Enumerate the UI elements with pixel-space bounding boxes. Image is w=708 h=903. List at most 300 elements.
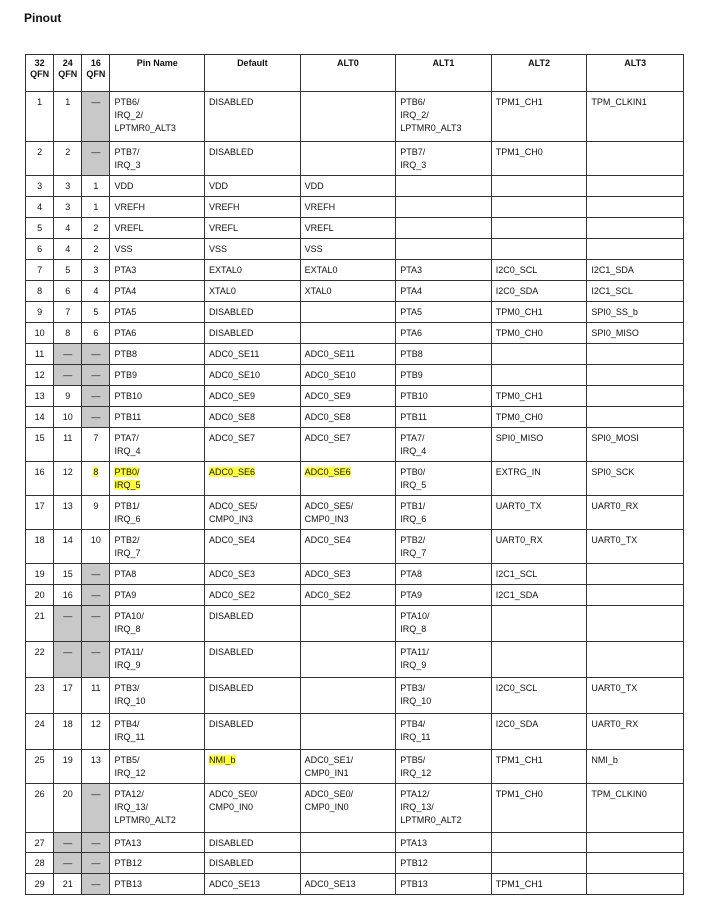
pin-name-text: PTA13 [114,838,142,848]
alt3-function-text: SPI0_SS_b [591,307,638,317]
pin-24qfn-cell [54,218,82,239]
alt1-function-cell [396,218,492,239]
alt3-function-cell [587,462,684,496]
pin-24qfn-cell [54,344,82,365]
pin-16qfn-cell [82,585,110,606]
pin-24qfn-cell [54,496,82,530]
pin-32qfn-text: 19 [34,569,45,579]
default-function-text: VSS [209,244,228,254]
default-function-cell [205,564,301,585]
pin-name-cell [110,260,205,281]
default-function-text: DISABLED [209,838,254,848]
pin-name-text: PTA6 [114,328,137,338]
pin-24qfn-cell [54,365,82,386]
pin-16qfn-cell [82,323,110,344]
pin-24qfn-cell [54,784,82,833]
pin-24qfn-text: 18 [62,719,73,729]
alt1-function-cell [396,564,492,585]
alt1-function-cell [396,530,492,564]
pin-32qfn-cell [26,678,54,714]
col-pin-name-header: Pin Name [110,55,205,92]
alt3-function-text: UART0_RX [591,501,639,511]
alt2-function-cell [491,585,587,606]
alt2-function-text: I2C1_SCL [495,569,538,579]
alt2-function-cell [491,606,587,642]
pin-24qfn-text: 16 [62,590,73,600]
alt2-function-text: TPM1_CH1 [495,755,543,765]
pin-16qfn-cell [82,564,110,585]
pin-name-text: VSS [114,244,133,254]
pin-16qfn-cell [82,365,110,386]
alt1-function-cell [396,197,492,218]
default-function-text: XTAL0 [209,286,236,296]
pin-name-text: IRQ_10 [114,696,146,706]
pin-16qfn-cell [82,750,110,784]
alt0-function-text: XTAL0 [304,286,332,296]
pin-24qfn-cell [54,176,82,197]
default-function-text: CMP0_IN0 [209,802,254,812]
default-function-cell [205,678,301,714]
alt3-function-cell [587,142,684,176]
pin-name-cell [110,750,205,784]
alt3-function-cell [587,407,684,428]
alt3-function-cell [587,302,684,323]
alt1-function-text: PTB10 [400,391,428,401]
pin-name-text: PTB7/ [114,147,140,157]
pin-name-cell [110,714,205,750]
alt2-function-cell [491,302,587,323]
pin-name-text: IRQ_4 [114,446,141,456]
pin-32qfn-text: 16 [34,467,45,477]
alt3-function-cell [587,642,684,678]
alt3-function-text: SPI0_MISO [591,328,639,338]
default-function-cell [205,874,301,895]
alt3-function-cell [587,218,684,239]
default-function-text: DISABLED [209,683,254,693]
pin-name-text: IRQ_3 [114,160,141,170]
alt3-function-cell [587,714,684,750]
alt2-function-text: TPM1_CH1 [495,879,543,889]
pin-name-text: VREFH [114,202,145,212]
pin-32qfn-cell [26,142,54,176]
pin-24qfn-text: — [63,838,73,848]
pin-24qfn-text: — [63,647,73,657]
pin-24qfn-cell [54,386,82,407]
alt0-function-text: VREFH [304,202,336,212]
pin-32qfn-cell [26,218,54,239]
default-function-text: ADC0_SE9 [209,391,256,401]
alt1-function-cell [396,407,492,428]
pin-32qfn-cell [26,407,54,428]
alt1-function-text: PTB4/ [400,719,426,729]
pin-16qfn-cell [82,92,110,142]
col-default-header: Default [205,55,301,92]
default-function-text: ADC0_SE5/ [209,501,258,511]
alt1-function-text: PTA7/ [400,433,425,443]
pin-32qfn-text: 27 [34,838,45,848]
alt0-function-cell [300,239,396,260]
alt2-function-cell [491,530,587,564]
alt3-function-cell [587,784,684,833]
alt2-function-cell [491,642,587,678]
pin-24qfn-cell [54,197,82,218]
alt2-function-text: TPM1_CH0 [495,789,543,799]
pin-name-cell [110,678,205,714]
pin-16qfn-text: 5 [93,307,99,317]
pin-24qfn-cell [54,142,82,176]
alt0-function-cell [300,585,396,606]
alt0-function-cell [300,281,396,302]
alt0-function-cell [300,784,396,833]
alt3-function-text: I2C1_SDA [591,265,634,275]
default-function-cell [205,176,301,197]
table-row [26,428,684,462]
pin-24qfn-cell [54,260,82,281]
table-row [26,784,684,833]
pin-32qfn-cell [26,323,54,344]
alt1-function-text: IRQ_4 [400,446,427,456]
pin-32qfn-cell [26,874,54,895]
pin-24qfn-text: 8 [65,328,71,338]
alt3-function-cell [587,344,684,365]
alt1-function-cell [396,833,492,853]
alt0-function-text: CMP0_IN1 [304,768,349,778]
default-function-cell [205,496,301,530]
pin-name-text: PTB3/ [114,683,140,693]
pin-16qfn-text: — [91,349,101,359]
pin-24qfn-cell [54,642,82,678]
alt3-function-cell [587,176,684,197]
alt0-function-text: VREFL [304,223,334,233]
pin-24qfn-cell [54,853,82,874]
pin-name-cell [110,344,205,365]
alt2-function-cell [491,176,587,197]
default-function-text: ADC0_SE11 [209,349,260,359]
table-row [26,302,684,323]
pin-16qfn-text: 1 [93,202,99,212]
alt1-function-cell [396,386,492,407]
alt1-function-text: IRQ_11 [400,732,431,742]
default-function-cell [205,714,301,750]
pin-32qfn-cell [26,642,54,678]
alt1-function-text: IRQ_2/ [400,110,429,120]
alt0-function-text: ADC0_SE7 [304,433,351,443]
pin-name-text: PTB6/ [114,97,140,107]
pin-32qfn-text: 9 [37,307,43,317]
alt2-function-cell [491,344,587,365]
pin-name-text: PTB5/ [114,755,140,765]
alt2-function-cell [491,496,587,530]
pin-16qfn-cell [82,407,110,428]
col-16qfn-header: 16 QFN [82,55,110,92]
alt0-function-text: ADC0_SE9 [304,391,351,401]
pin-name-cell [110,530,205,564]
alt0-function-cell [300,833,396,853]
alt2-function-cell [491,386,587,407]
pin-name-cell [110,92,205,142]
default-function-cell [205,197,301,218]
alt1-function-cell [396,784,492,833]
pin-24qfn-cell [54,462,82,496]
alt2-function-text: TPM1_CH1 [495,97,543,107]
table-row [26,407,684,428]
alt1-function-cell [396,496,492,530]
alt3-function-text: SPI0_MOSI [591,433,639,443]
alt2-function-text: EXTRG_IN [495,467,541,477]
pin-16qfn-text: 2 [93,223,99,233]
pin-name-text: PTA4 [114,286,137,296]
default-function-text: EXTAL0 [209,265,242,275]
alt1-function-text: PTA4 [400,286,423,296]
pin-16qfn-cell [82,530,110,564]
alt1-function-text: IRQ_8 [400,624,427,634]
alt1-function-text: PTB13 [400,879,428,889]
alt0-function-text: VDD [304,181,324,191]
alt0-function-cell [300,462,396,496]
pin-name-cell [110,323,205,344]
alt3-function-text: NMI_b [591,755,618,765]
alt3-function-cell [587,239,684,260]
default-function-text: ADC0_SE2 [209,590,256,600]
alt2-function-cell [491,365,587,386]
pin-32qfn-text: 2 [37,147,43,157]
pin-24qfn-text: 6 [65,286,71,296]
alt1-function-text: PTA6 [400,328,423,338]
alt0-function-cell [300,642,396,678]
alt2-function-text: TPM0_CH1 [495,391,543,401]
alt1-function-text: PTB8 [400,349,423,359]
default-function-text: ADC0_SE4 [209,535,256,545]
alt2-function-cell [491,714,587,750]
alt3-function-cell [587,678,684,714]
pin-name-cell [110,462,205,496]
alt1-function-text: IRQ_3 [400,160,427,170]
default-function-cell [205,142,301,176]
pin-16qfn-cell [82,176,110,197]
alt1-function-cell [396,323,492,344]
pin-16qfn-text: 8 [93,467,99,477]
pin-24qfn-text: 3 [65,202,71,212]
alt0-function-cell [300,750,396,784]
pin-32qfn-cell [26,833,54,853]
default-function-text: VREFH [209,202,240,212]
pin-16qfn-cell [82,260,110,281]
table-row [26,260,684,281]
pin-32qfn-cell [26,585,54,606]
alt1-function-text: IRQ_7 [400,548,427,558]
alt0-function-cell [300,365,396,386]
default-function-text: ADC0_SE3 [209,569,256,579]
pin-24qfn-cell [54,564,82,585]
alt2-function-text: UART0_RX [495,535,543,545]
default-function-cell [205,462,301,496]
default-function-cell [205,344,301,365]
alt1-function-cell [396,606,492,642]
alt3-function-cell [587,197,684,218]
pin-16qfn-text: 1 [93,181,99,191]
pin-16qfn-text: 12 [90,719,101,729]
pin-32qfn-text: 26 [34,789,45,799]
alt2-function-text: I2C0_SCL [495,265,538,275]
pin-name-text: PTA8 [114,569,137,579]
pin-16qfn-text: 7 [93,433,99,443]
alt2-function-text: TPM0_CH0 [495,412,543,422]
header-row [26,55,684,92]
pin-24qfn-cell [54,407,82,428]
pin-name-cell [110,142,205,176]
pin-16qfn-cell [82,428,110,462]
table-row [26,606,684,642]
pin-24qfn-cell [54,874,82,895]
alt1-function-text: PTB6/ [400,97,426,107]
alt2-function-text: I2C0_SDA [495,286,539,296]
alt1-function-text: IRQ_5 [400,480,427,490]
pin-32qfn-cell [26,853,54,874]
alt2-function-cell [491,260,587,281]
pin-32qfn-cell [26,606,54,642]
alt3-function-cell [587,585,684,606]
alt1-function-text: PTA11/ [400,647,429,657]
pin-16qfn-text: — [91,412,101,422]
pin-name-cell [110,218,205,239]
alt0-function-cell [300,344,396,365]
pin-16qfn-text: — [91,838,101,848]
pin-name-text: IRQ_12 [114,768,146,778]
alt2-function-text: I2C0_SDA [495,719,539,729]
pin-name-text: IRQ_9 [114,660,141,670]
pin-16qfn-cell [82,784,110,833]
pin-24qfn-cell [54,833,82,853]
pin-name-text: PTB10 [114,391,142,401]
default-function-cell [205,281,301,302]
pin-16qfn-text: 4 [93,286,99,296]
pin-name-text: LPTMR0_ALT2 [114,815,176,825]
pin-16qfn-cell [82,642,110,678]
pin-24qfn-text: — [63,858,73,868]
alt2-function-cell [491,784,587,833]
default-function-cell [205,428,301,462]
alt0-function-cell [300,386,396,407]
alt3-function-text: UART0_TX [591,683,638,693]
pin-name-text: IRQ_7 [114,548,141,558]
alt0-function-cell [300,874,396,895]
pin-name-cell [110,606,205,642]
pin-32qfn-text: 3 [37,181,43,191]
alt1-function-text: PTB7/ [400,147,426,157]
alt3-function-cell [587,281,684,302]
pin-16qfn-text: 9 [93,501,99,511]
pin-16qfn-cell [82,344,110,365]
pin-32qfn-cell [26,784,54,833]
default-function-text: ADC0_SE10 [209,370,261,380]
pin-name-text: PTB13 [114,879,142,889]
alt1-function-text: PTB0/ [400,467,426,477]
alt1-function-cell [396,344,492,365]
alt1-function-text: PTA3 [400,265,423,275]
pin-32qfn-cell [26,344,54,365]
pin-24qfn-text: 13 [62,501,73,511]
pin-24qfn-text: 7 [65,307,71,317]
alt2-function-cell [491,428,587,462]
pin-16qfn-cell [82,833,110,853]
alt1-function-text: PTB9 [400,370,423,380]
pin-24qfn-text: — [63,349,73,359]
pin-name-cell [110,853,205,874]
pin-name-text: PTA5 [114,307,137,317]
default-function-cell [205,833,301,853]
pin-32qfn-cell [26,176,54,197]
pin-16qfn-cell [82,281,110,302]
pin-32qfn-text: 13 [34,391,45,401]
alt1-function-cell [396,585,492,606]
pin-16qfn-text: 3 [93,265,99,275]
pin-name-text: PTB8 [114,349,137,359]
alt1-function-text: PTB2/ [400,535,426,545]
pin-16qfn-text: 10 [90,535,101,545]
alt0-function-cell [300,428,396,462]
alt2-function-cell [491,462,587,496]
pin-16qfn-text: — [91,858,101,868]
pin-32qfn-cell [26,714,54,750]
alt0-function-text: ADC0_SE13 [304,879,356,889]
pin-24qfn-cell [54,239,82,260]
alt1-function-text: IRQ_10 [400,696,432,706]
alt0-function-cell [300,176,396,197]
table-row [26,218,684,239]
table-row [26,176,684,197]
alt0-function-text: CMP0_IN0 [304,802,349,812]
alt2-function-cell [491,281,587,302]
pin-32qfn-text: 18 [34,535,45,545]
pin-16qfn-text: — [91,647,101,657]
table-row [26,678,684,714]
pin-24qfn-text: 9 [65,391,71,401]
pin-16qfn-text: — [91,97,101,107]
alt3-function-text: UART0_RX [591,719,639,729]
alt1-function-cell [396,176,492,197]
pin-16qfn-text: 2 [93,244,99,254]
pin-32qfn-text: 29 [34,879,45,889]
alt3-function-cell [587,874,684,895]
alt3-function-cell [587,530,684,564]
pin-name-text: PTB0/ [114,467,140,477]
alt1-function-cell [396,92,492,142]
alt3-function-cell [587,564,684,585]
alt1-function-text: PTA8 [400,569,423,579]
alt1-function-text: PTB12 [400,858,428,868]
pin-16qfn-text: — [91,569,101,579]
pin-16qfn-text: 13 [90,755,101,765]
alt0-function-text: ADC0_SE10 [304,370,356,380]
pin-16qfn-cell [82,218,110,239]
alt1-function-text: LPTMR0_ALT2 [400,815,462,825]
default-function-text: DISABLED [209,647,254,657]
default-function-text: VDD [209,181,229,191]
default-function-text: ADC0_SE0/ [209,789,258,799]
alt3-function-text: SPI0_SCK [591,467,635,477]
table-row [26,564,684,585]
default-function-cell [205,530,301,564]
alt3-function-cell [587,833,684,853]
pin-16qfn-cell [82,197,110,218]
pin-32qfn-text: 10 [34,328,45,338]
pin-name-text: PTA7/ [114,433,139,443]
alt0-function-text: VSS [304,244,323,254]
pin-32qfn-text: 14 [34,412,45,422]
alt1-function-text: PTB1/ [400,501,426,511]
pin-24qfn-text: — [63,370,73,380]
pin-32qfn-text: 24 [34,719,45,729]
